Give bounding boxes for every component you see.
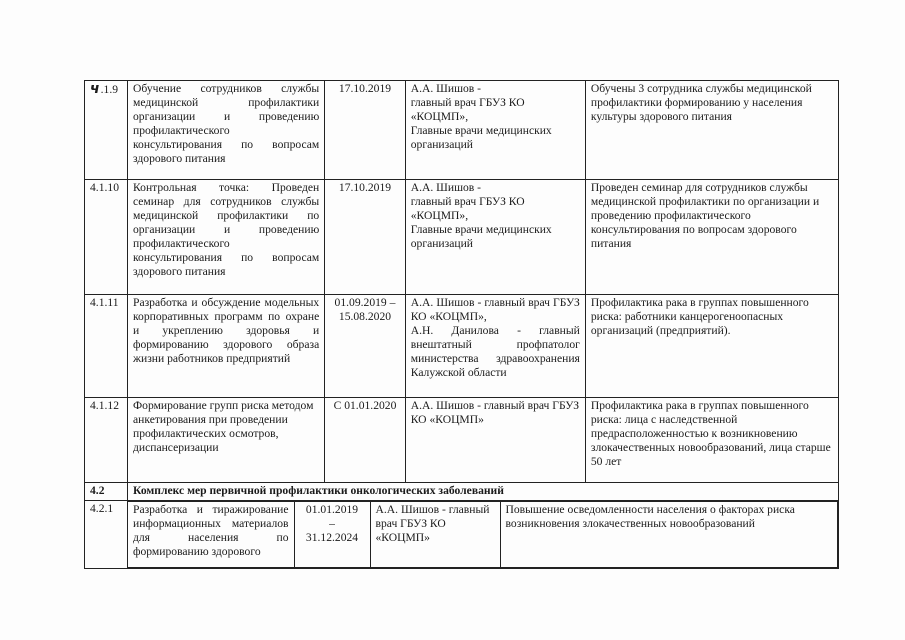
date-end: 31.12.2024 (305, 531, 359, 544)
table-row (85, 180, 839, 295)
section-row (85, 483, 839, 501)
responsible-cell: А.А. Шишов - главный врач ГБУЗ КО «КОЦМП», А.Н. Данилова - главный внештатный профпатолог министерства здравоохранения Калужской области (405, 295, 585, 398)
result-cell: Профилактика рака в группах повышенного риска: работники канцерогеноопасных организаций (предприятий). (585, 295, 838, 398)
row-number: 4.1.11 (85, 295, 128, 398)
result-cell: Проведен семинар для сотрудников службы медицинской профилактики по организации и проведению профилактического консультирования по вопросам здорового питания (585, 180, 838, 295)
row-number: ч.1.9 (85, 81, 128, 180)
date-cell (294, 502, 370, 568)
row-number: 4.1.12 (85, 398, 128, 483)
responsible-cell: А.А. Шишов - главный врач ГБУЗ КО «КОЦМП» (405, 398, 585, 483)
date-dash: – (329, 517, 335, 530)
task-cell: Обучение сотрудников службы медицинской профилактики организации и проведению профилактического консультирования по вопросам здорового питания (128, 81, 325, 180)
date-cell: 01.09.2019 – 15.08.2020 (325, 295, 406, 398)
table-row (85, 398, 839, 483)
responsible-cell: А.А. Шишов - главный врач ГБУЗ КО «КОЦМП» (370, 502, 500, 568)
task-cell: Разработка и тиражирование информационных материалов для населения по формированию здорового (128, 502, 294, 568)
date-cell: С 01.01.2020 (325, 398, 406, 483)
table-row (85, 81, 839, 180)
measures-table (84, 80, 839, 569)
result-cell: Повышение осведомленности населения о факторах риска возникновения злокачественных новообразований (500, 502, 837, 568)
date-cell: 17.10.2019 (325, 180, 406, 295)
row-number: 4.1.10 (85, 180, 128, 295)
task-cell: Контрольная точка: Проведен семинар для сотрудников службы медицинской профилактики по организации и проведению профилактического консультирования по вопросам здорового питания (128, 180, 325, 295)
responsible-cell: А.А. Шишов - главный врач ГБУЗ КО «КОЦМП», Главные врачи медицинских организаций (405, 180, 585, 295)
result-cell: Обучены 3 сотрудника службы медицинской профилактики формированию у населения культуры здорового питания (585, 81, 838, 180)
date-start: 01.01.2019 (305, 503, 359, 516)
table-row (85, 501, 839, 569)
task-cell: Разработка и обсуждение модельных корпоративных программ по охране и укреплению здоровья и формированию здорового образа жизни работников предприятий (128, 295, 325, 398)
handwritten-mark: ч (90, 81, 100, 97)
section-number: 4.2 (85, 483, 128, 501)
shifted-row (128, 501, 838, 568)
section-title: Комплекс мер первичной профилактики онкологических заболеваний (128, 483, 839, 501)
table-row (85, 295, 839, 398)
result-cell: Профилактика рака в группах повышенного риска: лица с наследственной предрасположенностью к возникновению злокачественных новообразований, лица старше 50 лет (585, 398, 838, 483)
task-cell: Формирование групп риска методом анкетирования при проведении профилактических осмотров, диспансеризации (128, 398, 325, 483)
row-number: 4.2.1 (85, 501, 128, 569)
responsible-cell: А.А. Шишов - главный врач ГБУЗ КО «КОЦМП», Главные врачи медицинских организаций (405, 81, 585, 180)
date-cell: 17.10.2019 (325, 81, 406, 180)
